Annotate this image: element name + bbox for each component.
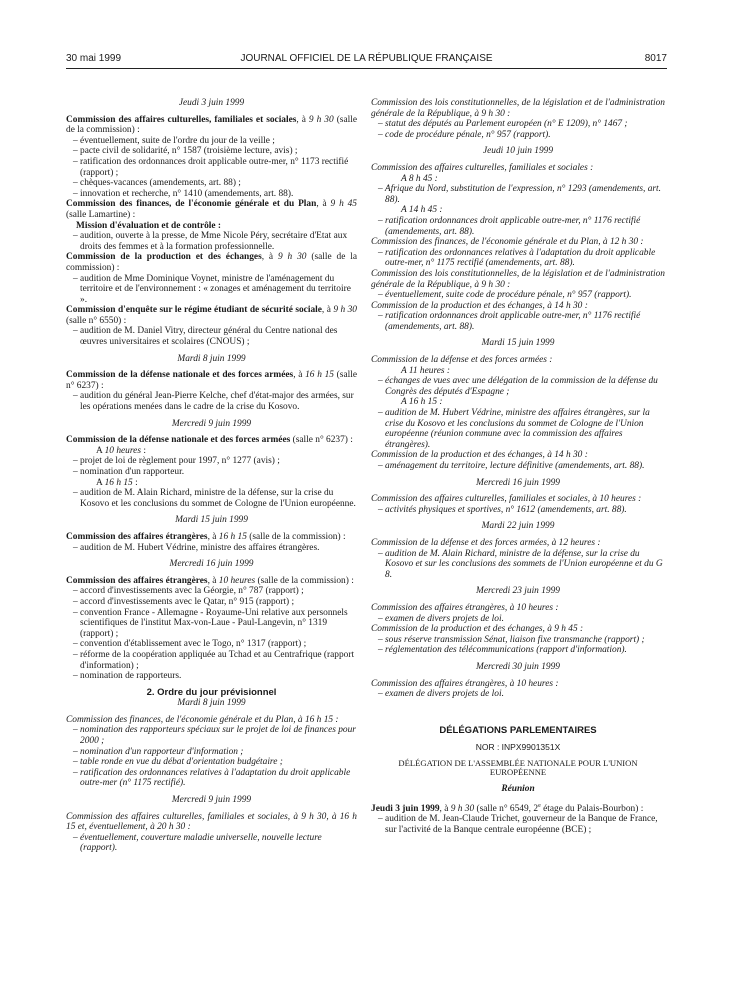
left-paragraph: – audition, ouverte à la presse, de Mme Nicole Péry, secrétaire d'Etat aux droits des femmes et à la formation professionnelle. [73,231,348,252]
header-rule [66,68,667,69]
right-paragraph: A 16 h 15 : [401,397,443,408]
right-paragraph: Jeudi 10 juin 1999 [482,146,554,157]
left-paragraph: Commission de la défense nationale et des forces armées (salle n° 6237) : [66,435,353,446]
right-paragraph: – statut des députés au Parlement européen (n° E 1209), n° 1467 ; [378,119,628,130]
right-paragraph: – éventuellement, suite code de procédure pénale, n° 957 (rapport). [378,290,632,301]
right-paragraph: Commission des affaires culturelles, familiales et sociales, à 10 heures : [371,494,642,505]
right-paragraph: – sous réserve transmission Sénat, liaison fixe transmanche (rapport) ; [378,634,645,645]
header-date: 30 mai 1999 [66,53,122,64]
right-paragraph: – examen de divers projets de loi. [378,613,504,624]
left-paragraph: Mardi 8 juin 1999 [177,698,246,709]
right-paragraph: Jeudi 3 juin 1999, à 9 h 30 (salle n° 6549, 2e étage du Palais-Bourbon) : [371,802,644,814]
right-paragraph: Commission de la production et des échanges, à 14 h 30 : [371,300,588,311]
right-paragraph: Mercredi 16 juin 1999 [476,477,560,488]
right-paragraph: A 8 h 45 : [401,173,438,184]
left-paragraph: – nomination d'un rapporteur d'information ; [73,746,244,757]
right-column [371,98,665,836]
left-paragraph: – audition de M. Daniel Vitry, directeur général du Centre national des œuvres universitaires et scolaires (CNOUS) ; [73,326,338,348]
right-paragraph: Mercredi 23 juin 1999 [476,586,560,597]
header-page-number: 8017 [644,53,667,64]
header-journal-title: JOURNAL OFFICIEL DE LA RÉPUBLIQUE FRANÇAISE [240,53,493,64]
left-paragraph: Commission des affaires étrangères, à 10 heures (salle de la commission) : [66,575,354,586]
right-paragraph: Commission des affaires étrangères, à 10 heures : [371,602,559,613]
right-paragraph: Mercredi 30 juin 1999 [476,661,560,672]
right-paragraph: DÉLÉGATION DE L'ASSEMBLÉE NATIONALE POUR L'UNION EUROPÉENNE [398,757,638,778]
left-paragraph: Commission des finances, de l'économie générale et du Plan, à 9 h 45 (salle Lamartine) : [66,199,357,220]
left-paragraph: Commission des affaires culturelles, familiales et sociales, à 9 h 30 (salle de la commission) : [66,114,357,136]
left-paragraph: – chèques-vacances (amendements, art. 88) ; [73,178,241,189]
left-paragraph: Commission d'enquête sur le régime étudiant de sécurité sociale, à 9 h 30 (salle n° 6550) : [66,305,357,326]
right-paragraph: NOR : INPX9901351X [475,742,561,753]
left-paragraph: Commission des finances, de l'économie générale et du Plan, à 16 h 15 : [66,714,339,725]
left-column [66,98,357,854]
right-paragraph: – échanges de vues avec une délégation de la commission de la défense du Congrès des députés d'Espagne ; [378,376,658,397]
right-paragraph: Réunion [501,784,535,795]
left-paragraph: – audition de M. Hubert Védrine, ministre des affaires étrangères. [73,542,320,553]
left-paragraph: – pacte civil de solidarité, n° 1587 (troisième lecture, avis) ; [73,146,298,157]
right-paragraph: A 11 heures : [401,365,451,376]
right-paragraph: – ratification des ordonnances relatives à l'adaptation du droit applicable outre-mer, n° 1175 rectifié (amendements, art. 88). [378,247,656,269]
right-paragraph: DÉLÉGATIONS PARLEMENTAIRES [439,724,597,736]
left-paragraph: – audition de Mme Dominique Voynet, ministre de l'aménagement du territoire et de l'environnement : « zonages et aménagement du territoire ». [73,273,351,305]
left-paragraph: A 16 h 15 : [96,477,138,488]
right-paragraph: – ratification ordonnances droit applicable outre-mer, n° 1176 rectifié (amendements, art. 88). [378,311,641,332]
left-paragraph: Mercredi 9 juin 1999 [171,418,252,429]
right-paragraph: Mardi 15 juin 1999 [481,338,555,349]
page-header [66,53,667,67]
left-paragraph: – audition de M. Alain Richard, ministre de la défense, sur la crise du Kosovo et les conclusions du sommet de Cologne de l'Union européenne. [73,488,356,509]
left-paragraph: – nomination des rapporteurs spéciaux sur le projet de loi de finances pour 2000 ; [73,725,356,747]
left-paragraph: Jeudi 3 juin 1999 [178,98,245,108]
right-paragraph: Commission de la production et des échanges, à 14 h 30 : [371,450,588,461]
left-paragraph: – convention d'établissement avec le Togo, n° 1317 (rapport) ; [73,639,307,650]
left-paragraph: – accord d'investissements avec la Géorgie, n° 787 (rapport) ; [73,586,304,597]
right-paragraph: Commission des lois constitutionnelles, de la législation et de l'administration générale de la République, à 9 h 30 : [371,268,665,290]
right-paragraph: Mardi 22 juin 1999 [481,521,555,532]
left-paragraph: Commission de la production et des échanges, à 9 h 30 (salle de la commission) : [66,252,357,273]
right-paragraph: – audition de M. Jean-Claude Trichet, gouverneur de la Banque de France, sur l'activité de la Banque centrale européenne (BCE) ; [378,814,658,835]
left-paragraph: – nomination de rapporteurs. [73,671,182,682]
left-paragraph: 2. Ordre du jour prévisionnel [146,686,277,698]
left-paragraph: – nomination d'un rapporteur. [73,467,185,477]
left-paragraph: Mercredi 16 juin 1999 [169,559,254,570]
left-paragraph: Commission des affaires étrangères, à 16 h 15 (salle de la commission) : [66,531,346,542]
left-paragraph: Mardi 8 juin 1999 [177,353,246,364]
right-paragraph: Commission de la défense et des forces armées, à 12 heures : [371,537,601,548]
left-paragraph: – ratification des ordonnances relatives à l'adaptation du droit applicable outre-mer (n° 1175 rectifié). [73,767,351,789]
left-paragraph: – innovation et recherche, n° 1410 (amendements, art. 88). [73,188,294,199]
left-paragraph: – éventuellement, suite de l'ordre du jour de la veille ; [73,135,275,146]
left-paragraph: Mardi 15 juin 1999 [175,515,248,526]
left-paragraph: Commission de la défense nationale et des forces armées, à 16 h 15 (salle n° 6237) : [66,370,357,391]
right-paragraph: Commission des lois constitutionnelles, de la législation et de l'administration générale de la République, à 9 h 30 : [371,98,665,119]
left-paragraph: A 10 heures : [96,445,146,456]
right-paragraph: A 14 h 45 : [401,205,443,216]
right-paragraph: – code de procédure pénale, n° 957 (rapport). [378,129,551,140]
right-paragraph: – audition de M. Alain Richard, ministre de la défense, sur la crise du Kosovo et sur les conclusions des sommets de l'Union européenne et du G 8. [378,548,663,580]
left-paragraph: Commission des affaires culturelles, familiales et sociales, à 9 h 30, à 16 h 15 et, éventuellement, à 20 h 30 : [66,811,357,833]
left-paragraph: – audition du général Jean-Pierre Kelche, chef d'état-major des armées, sur les opérations menées dans le cadre de la crise du Kosovo. [73,391,354,413]
right-paragraph: – audition de M. Hubert Védrine, ministre des affaires étrangères, sur la crise du Kosovo et les conclusions du sommet de Cologne de l'Union européenne (réunion commune avec la commission des affaires étrangères). [378,408,650,450]
right-paragraph: – réglementation des télécommunications (rapport d'information). [378,645,627,656]
right-paragraph: – examen de divers projets de loi. [378,689,504,700]
left-paragraph: – accord d'investissements avec le Qatar, n° 915 (rapport) ; [73,596,295,607]
right-paragraph: Commission de la défense et des forces armées : [371,355,553,366]
right-paragraph: – Afrique du Nord, substitution de l'expression, n° 1293 (amendements, art. 88). [378,184,661,205]
right-paragraph: Commission des affaires étrangères, à 10 heures : [371,678,559,689]
right-paragraph: Commission de la production et des échanges, à 9 h 45 : [371,624,584,635]
right-paragraph: – aménagement du territoire, lecture définitive (amendements, art. 88). [378,461,645,471]
right-paragraph: – activités physiques et sportives, n° 1612 (amendements, art. 88). [378,504,627,515]
left-paragraph: – ratification des ordonnances droit applicable outre-mer, n° 1173 rectifié (rapport) ; [73,156,349,178]
left-paragraph: – convention France - Allemagne - Royaume-Uni relative aux personnels scientifiques de l'institut Max-von-Laue - Paul-Langevin, n° 1319 (rapport) ; [73,607,348,639]
left-paragraph: Mission d'évaluation et de contrôle : [76,220,222,231]
left-paragraph: Mercredi 9 juin 1999 [171,795,252,806]
left-paragraph: – éventuellement, couverture maladie universelle, nouvelle lecture (rapport). [73,832,322,854]
left-paragraph: – table ronde en vue du débat d'orientation budgétaire ; [73,757,283,768]
right-paragraph: Commission des affaires culturelles, familiales et sociales : [371,162,594,173]
left-paragraph: – projet de loi de règlement pour 1997, n° 1277 (avis) ; [73,456,280,467]
right-paragraph: Commission des finances, de l'économie générale et du Plan, à 12 h 30 : [371,237,644,248]
right-paragraph: – ratification ordonnances droit applicable outre-mer, n° 1176 rectifié (amendements, art. 88). [378,215,641,237]
left-paragraph: – réforme de la coopération appliquée au Tchad et au Centrafrique (rapport d'information) ; [73,649,355,671]
